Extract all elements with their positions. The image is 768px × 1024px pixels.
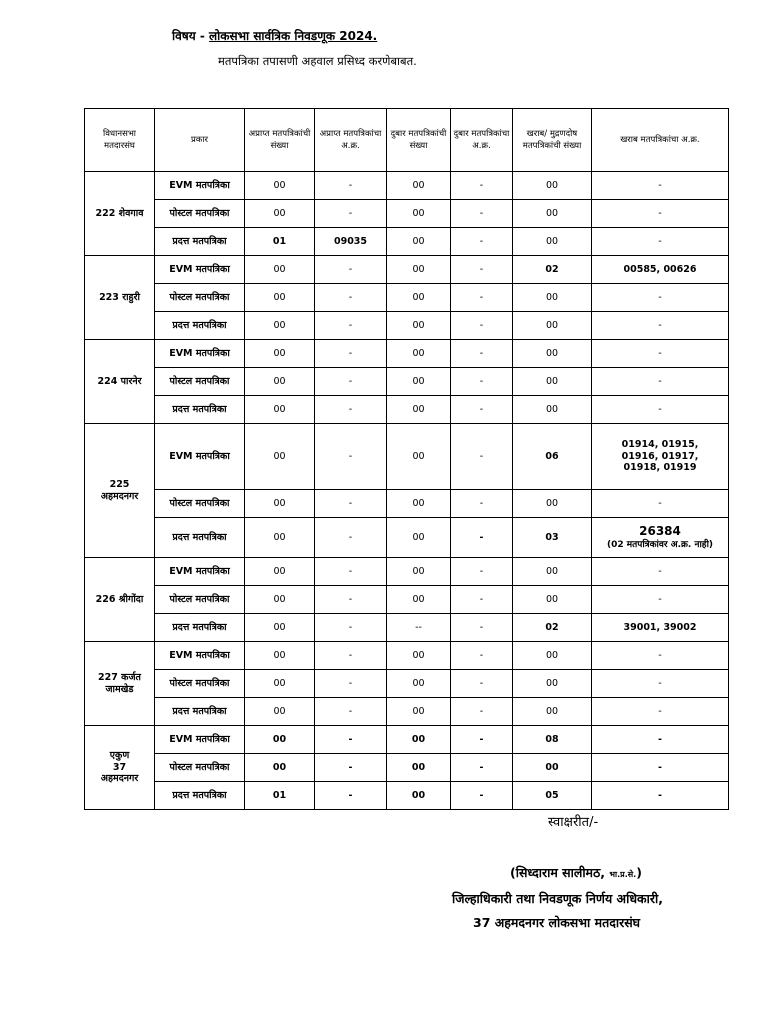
dup-serial-cell: - bbox=[451, 726, 513, 754]
dup-serial-cell: - bbox=[451, 340, 513, 368]
table-row bbox=[85, 670, 729, 698]
dup-count-cell: 00 bbox=[387, 284, 451, 312]
dup-count-cell: 00 bbox=[387, 586, 451, 614]
signatory-constituency: 37 अहमदनगर लोकसभा मतदारसंघ bbox=[473, 915, 641, 930]
type-cell: पोस्टल मतपत्रिका bbox=[155, 586, 245, 614]
bad-serial-value: 26384 bbox=[639, 523, 681, 538]
missing-count-cell: 00 bbox=[245, 312, 315, 340]
dup-serial-cell: - bbox=[451, 284, 513, 312]
col-defective-count: खराब/ मुद्रणदोष मतपत्रिकांची संख्या bbox=[513, 109, 592, 172]
bad-count-cell: 00 bbox=[513, 228, 592, 256]
bad-serial-cell: - bbox=[592, 340, 729, 368]
dup-count-cell: 00 bbox=[387, 396, 451, 424]
constituency-cell: 226 श्रीगोंदा bbox=[85, 558, 155, 642]
missing-count-cell: 00 bbox=[245, 642, 315, 670]
missing-serial-cell: - bbox=[315, 200, 387, 228]
constituency-cell bbox=[85, 642, 155, 726]
dup-count-cell: 00 bbox=[387, 518, 451, 558]
bad-count-cell: 00 bbox=[513, 172, 592, 200]
missing-count-cell: 00 bbox=[245, 490, 315, 518]
missing-serial-cell: - bbox=[315, 172, 387, 200]
type-cell: पोस्टल मतपत्रिका bbox=[155, 368, 245, 396]
bad-serial-cell: - bbox=[592, 670, 729, 698]
missing-serial-cell: - bbox=[315, 726, 387, 754]
col-missing-serial: अप्राप्त मतपत्रिकांचा अ.क्र. bbox=[315, 109, 387, 172]
type-cell: पोस्टल मतपत्रिका bbox=[155, 200, 245, 228]
missing-count-cell: 00 bbox=[245, 586, 315, 614]
bad-serial-cell: - bbox=[592, 228, 729, 256]
table-row bbox=[85, 490, 729, 518]
constituency-line: 225 bbox=[109, 479, 130, 491]
type-cell: पोस्टल मतपत्रिका bbox=[155, 670, 245, 698]
bad-count-cell: 00 bbox=[513, 312, 592, 340]
bad-serial-cell: 00585, 00626 bbox=[592, 256, 729, 284]
missing-serial-cell: - bbox=[315, 558, 387, 586]
total-label-line: 37 bbox=[112, 761, 127, 773]
missing-serial-cell: - bbox=[315, 396, 387, 424]
type-cell: प्रदत्त मतपत्रिका bbox=[155, 518, 245, 558]
dup-count-cell: 00 bbox=[387, 670, 451, 698]
bad-count-cell: 00 bbox=[513, 396, 592, 424]
missing-serial-cell: - bbox=[315, 782, 387, 810]
missing-count-cell: 00 bbox=[245, 396, 315, 424]
total-label-cell bbox=[85, 726, 155, 810]
missing-serial-cell: - bbox=[315, 368, 387, 396]
bad-serial-cell: - bbox=[592, 490, 729, 518]
bad-serial-cell: - bbox=[592, 754, 729, 782]
bad-serial-cell: - bbox=[592, 200, 729, 228]
signed-note: स्वाक्षरीत/- bbox=[548, 815, 599, 830]
signatory-designation: जिल्हाधिकारी तथा निवडणूक निर्णय अधिकारी, bbox=[452, 891, 663, 906]
type-cell: प्रदत्त मतपत्रिका bbox=[155, 782, 245, 810]
bad-serial-cell: - bbox=[592, 726, 729, 754]
col-defective-serial: खराब मतपत्रिकांचा अ.क्र. bbox=[592, 109, 729, 172]
dup-count-cell: -- bbox=[387, 614, 451, 642]
dup-serial-cell: - bbox=[451, 368, 513, 396]
dup-serial-cell: - bbox=[451, 228, 513, 256]
dup-count-cell: 00 bbox=[387, 782, 451, 810]
bad-count-cell: 08 bbox=[513, 726, 592, 754]
dup-serial-cell: - bbox=[451, 614, 513, 642]
missing-serial-cell: - bbox=[315, 518, 387, 558]
dup-serial-cell: - bbox=[451, 754, 513, 782]
dup-serial-cell: - bbox=[451, 256, 513, 284]
missing-serial-cell: - bbox=[315, 698, 387, 726]
bad-serial-line: 01916, 01917, bbox=[621, 450, 699, 462]
col-missing-count: अप्राप्त मतपत्रिकांची संख्या bbox=[245, 109, 315, 172]
bad-serial-line: 01918, 01919 bbox=[623, 462, 697, 474]
missing-serial-cell: 09035 bbox=[315, 228, 387, 256]
constituency-cell: 224 पारनेर bbox=[85, 340, 155, 424]
missing-serial-cell: - bbox=[315, 586, 387, 614]
total-label-line: अहमदनगर bbox=[100, 773, 139, 785]
bad-count-cell: 02 bbox=[513, 614, 592, 642]
dup-serial-cell: - bbox=[451, 782, 513, 810]
bad-count-cell: 00 bbox=[513, 698, 592, 726]
table-row-total bbox=[85, 726, 729, 754]
missing-count-cell: 00 bbox=[245, 284, 315, 312]
constituency-cell: 222 शेवगाव bbox=[85, 172, 155, 256]
missing-count-cell: 00 bbox=[245, 172, 315, 200]
bad-count-cell: 05 bbox=[513, 782, 592, 810]
dup-count-cell: 00 bbox=[387, 642, 451, 670]
bad-count-cell: 00 bbox=[513, 642, 592, 670]
table-row bbox=[85, 518, 729, 558]
constituency-line: 227 कर्जत bbox=[98, 672, 141, 684]
missing-count-cell: 00 bbox=[245, 558, 315, 586]
bad-count-cell: 00 bbox=[513, 490, 592, 518]
bad-serial-cell bbox=[592, 518, 729, 558]
dup-count-cell: 00 bbox=[387, 172, 451, 200]
type-cell: EVM मतपत्रिका bbox=[155, 726, 245, 754]
table-row bbox=[85, 586, 729, 614]
bad-count-cell: 00 bbox=[513, 368, 592, 396]
missing-count-cell: 01 bbox=[245, 782, 315, 810]
missing-count-cell: 00 bbox=[245, 614, 315, 642]
dup-serial-cell: - bbox=[451, 172, 513, 200]
col-duplicate-count: दुबार मतपत्रिकांची संख्या bbox=[387, 109, 451, 172]
table-row bbox=[85, 312, 729, 340]
constituency-line: जामखेड bbox=[105, 683, 134, 695]
bad-serial-line: 01914, 01915, bbox=[621, 439, 699, 451]
table-row bbox=[85, 698, 729, 726]
type-cell: EVM मतपत्रिका bbox=[155, 256, 245, 284]
ballot-inspection-table bbox=[84, 108, 729, 810]
missing-count-cell: 01 bbox=[245, 228, 315, 256]
type-cell: प्रदत्त मतपत्रिका bbox=[155, 228, 245, 256]
missing-serial-cell: - bbox=[315, 642, 387, 670]
dup-serial-cell: - bbox=[451, 698, 513, 726]
total-label-line: एकुण bbox=[109, 750, 130, 762]
table-row bbox=[85, 228, 729, 256]
type-cell: EVM मतपत्रिका bbox=[155, 558, 245, 586]
missing-serial-cell: - bbox=[315, 754, 387, 782]
dup-count-cell: 00 bbox=[387, 726, 451, 754]
bad-serial-cell: - bbox=[592, 396, 729, 424]
table-row bbox=[85, 172, 729, 200]
dup-serial-cell: - bbox=[451, 518, 513, 558]
dup-serial-cell: - bbox=[451, 200, 513, 228]
type-cell: EVM मतपत्रिका bbox=[155, 172, 245, 200]
missing-count-cell: 00 bbox=[245, 424, 315, 490]
missing-count-cell: 00 bbox=[245, 670, 315, 698]
bad-count-cell: 02 bbox=[513, 256, 592, 284]
missing-serial-cell: - bbox=[315, 490, 387, 518]
table-row bbox=[85, 558, 729, 586]
constituency-cell bbox=[85, 424, 155, 558]
dup-count-cell: 00 bbox=[387, 558, 451, 586]
dup-serial-cell: - bbox=[451, 490, 513, 518]
missing-count-cell: 00 bbox=[245, 518, 315, 558]
bad-serial-cell bbox=[592, 424, 729, 490]
bad-serial-cell: 39001, 39002 bbox=[592, 614, 729, 642]
dup-count-cell: 00 bbox=[387, 312, 451, 340]
col-constituency: विधानसभा मतदारसंघ bbox=[85, 109, 155, 172]
type-cell: प्रदत्त मतपत्रिका bbox=[155, 396, 245, 424]
type-cell: पोस्टल मतपत्रिका bbox=[155, 284, 245, 312]
bad-serial-cell: - bbox=[592, 698, 729, 726]
header-row bbox=[85, 109, 729, 172]
constituency-line: अहमदनगर bbox=[100, 490, 139, 502]
signatory-name bbox=[510, 864, 642, 881]
missing-serial-cell: - bbox=[315, 312, 387, 340]
dup-count-cell: 00 bbox=[387, 490, 451, 518]
dup-count-cell: 00 bbox=[387, 698, 451, 726]
missing-count-cell: 00 bbox=[245, 200, 315, 228]
bad-serial-cell: - bbox=[592, 284, 729, 312]
missing-serial-cell: - bbox=[315, 670, 387, 698]
type-cell: प्रदत्त मतपत्रिका bbox=[155, 698, 245, 726]
bad-count-cell: 00 bbox=[513, 586, 592, 614]
subject-line bbox=[172, 27, 377, 44]
dup-count-cell: 00 bbox=[387, 256, 451, 284]
bad-count-cell: 00 bbox=[513, 754, 592, 782]
type-cell: पोस्टल मतपत्रिका bbox=[155, 490, 245, 518]
table-row bbox=[85, 396, 729, 424]
table-row bbox=[85, 284, 729, 312]
table-row bbox=[85, 424, 729, 490]
bad-count-cell: 00 bbox=[513, 558, 592, 586]
bad-serial-cell: - bbox=[592, 172, 729, 200]
dup-count-cell: 00 bbox=[387, 424, 451, 490]
type-cell: EVM मतपत्रिका bbox=[155, 642, 245, 670]
bad-serial-note: (02 मतपत्रिकांवर अ.क्र. नाही) bbox=[606, 540, 714, 551]
bad-serial-cell: - bbox=[592, 368, 729, 396]
type-cell: EVM मतपत्रिका bbox=[155, 340, 245, 368]
bad-count-cell: 00 bbox=[513, 340, 592, 368]
table-row bbox=[85, 614, 729, 642]
missing-serial-cell: - bbox=[315, 340, 387, 368]
bad-serial-cell: - bbox=[592, 558, 729, 586]
dup-serial-cell: - bbox=[451, 312, 513, 340]
missing-serial-cell: - bbox=[315, 256, 387, 284]
dup-count-cell: 00 bbox=[387, 200, 451, 228]
signatory-name-close: ) bbox=[636, 865, 642, 880]
constituency-cell: 223 राहुरी bbox=[85, 256, 155, 340]
missing-count-cell: 00 bbox=[245, 340, 315, 368]
col-duplicate-serial: दुबार मतपत्रिकांचा अ.क्र. bbox=[451, 109, 513, 172]
bad-serial-cell: - bbox=[592, 642, 729, 670]
subject-text: लोकसभा सार्वत्रिक निवडणूक 2024. bbox=[209, 29, 378, 43]
missing-serial-cell: - bbox=[315, 424, 387, 490]
table-row bbox=[85, 340, 729, 368]
missing-count-cell: 00 bbox=[245, 698, 315, 726]
signatory-name-text: (सिध्दाराम सालीमठ, bbox=[510, 865, 606, 880]
dup-serial-cell: - bbox=[451, 558, 513, 586]
bad-count-cell: 00 bbox=[513, 284, 592, 312]
bad-count-cell: 00 bbox=[513, 670, 592, 698]
table-row bbox=[85, 200, 729, 228]
dup-serial-cell: - bbox=[451, 396, 513, 424]
table-row bbox=[85, 368, 729, 396]
type-cell: पोस्टल मतपत्रिका bbox=[155, 754, 245, 782]
missing-count-cell: 00 bbox=[245, 726, 315, 754]
dup-count-cell: 00 bbox=[387, 340, 451, 368]
missing-count-cell: 00 bbox=[245, 256, 315, 284]
signatory-service-abbr: भा.प्र.से. bbox=[609, 870, 637, 879]
type-cell: प्रदत्त मतपत्रिका bbox=[155, 614, 245, 642]
dup-count-cell: 00 bbox=[387, 368, 451, 396]
subtitle: मतपत्रिका तपासणी अहवाल प्रसिध्द करणेबाबत. bbox=[218, 54, 417, 68]
table-row-total bbox=[85, 782, 729, 810]
missing-serial-cell: - bbox=[315, 284, 387, 312]
table-row-total bbox=[85, 754, 729, 782]
bad-serial-cell: - bbox=[592, 782, 729, 810]
missing-count-cell: 00 bbox=[245, 368, 315, 396]
col-type: प्रकार bbox=[155, 109, 245, 172]
dup-count-cell: 00 bbox=[387, 754, 451, 782]
bad-count-cell: 03 bbox=[513, 518, 592, 558]
dup-serial-cell: - bbox=[451, 670, 513, 698]
type-cell: EVM मतपत्रिका bbox=[155, 424, 245, 490]
bad-count-cell: 00 bbox=[513, 200, 592, 228]
bad-serial-cell: - bbox=[592, 586, 729, 614]
type-cell: प्रदत्त मतपत्रिका bbox=[155, 312, 245, 340]
table-row bbox=[85, 642, 729, 670]
bad-count-cell: 06 bbox=[513, 424, 592, 490]
subject-prefix: विषय - bbox=[172, 29, 205, 43]
bad-serial-cell: - bbox=[592, 312, 729, 340]
dup-serial-cell: - bbox=[451, 424, 513, 490]
dup-count-cell: 00 bbox=[387, 228, 451, 256]
missing-serial-cell: - bbox=[315, 614, 387, 642]
dup-serial-cell: - bbox=[451, 642, 513, 670]
dup-serial-cell: - bbox=[451, 586, 513, 614]
table-row bbox=[85, 256, 729, 284]
missing-count-cell: 00 bbox=[245, 754, 315, 782]
